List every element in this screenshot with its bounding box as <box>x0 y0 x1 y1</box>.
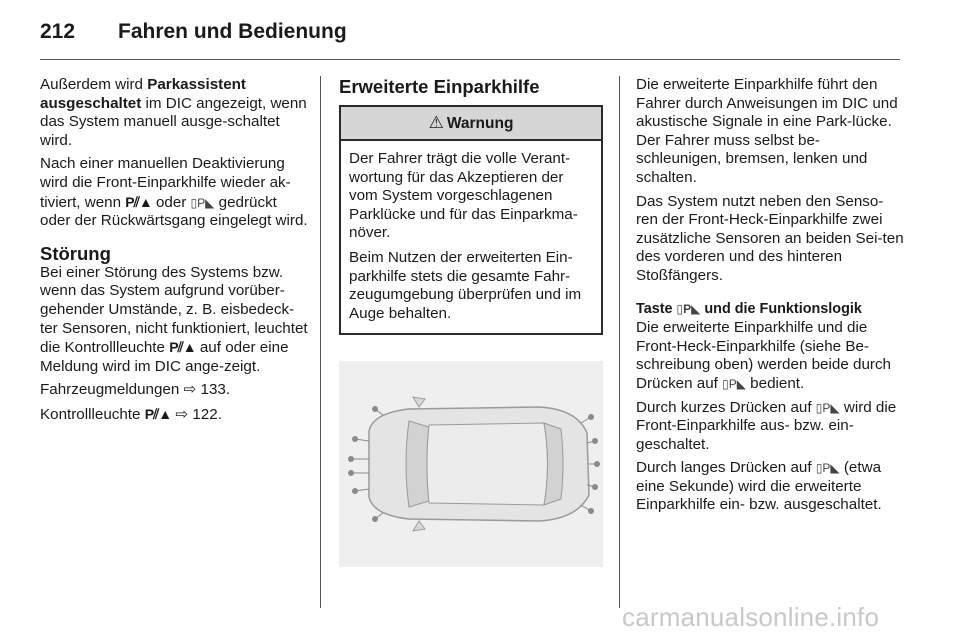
watermark: carmanualsonline.info <box>622 602 880 632</box>
reference-control-lamp: Kontrollleuchte P⫽▲ ⇨ 122. <box>40 405 222 423</box>
car-sensor-illustration <box>339 361 603 567</box>
park-assist-button-icon: ▯P◣ <box>722 376 746 391</box>
warning-paragraph: Der Fahrer trägt die volle Verant-wortung für das Akzeptieren der vom System vorgeschlagenen Parklücke und für das Einparkma-növer. <box>349 150 578 242</box>
paragraph-sensors: Das System nutzt neben den Senso-ren der Front-Heck-Einparkhilfe zwei zusätzliche Sensoren an beiden Sei-ten des vorderen und des hinteren Stoßfängers. <box>636 192 904 284</box>
warning-triangle-icon: ⚠ <box>428 113 444 132</box>
paragraph-short-press: Durch kurzes Drücken auf ▯P◣ wird die Front-Einparkhilfe aus- bzw. ein-geschaltet. <box>636 398 897 453</box>
warning-header <box>341 107 601 141</box>
warning-title: Warnung <box>446 115 514 132</box>
page-number: 212 <box>40 20 76 43</box>
park-assist-button-icon: ▯P◣ <box>815 461 840 476</box>
park-assist-button-icon: ▯P◣ <box>190 195 215 210</box>
reference-arrow-icon: ⇨ <box>175 405 189 423</box>
park-assist-lamp-icon: P⫽▲ <box>144 405 172 422</box>
page-header <box>40 14 920 56</box>
paragraph-deactivated-message: Außerdem wird Parkassistent ausgeschaltet im DIC angezeigt, wenn das System manuell ausge-schaltet wird. <box>40 76 307 149</box>
page-reference-link[interactable]: 122 <box>192 405 218 423</box>
paragraph-manual-deactivation: Nach einer manuellen Deaktivierung wird die Front-Einparkhilfe wieder ak-tiviert, wenn P⫽▲ oder ▯P◣ gedrückt oder der Rückwärtsgang eingelegt wird. <box>40 155 308 230</box>
column-divider-1 <box>320 76 321 608</box>
column-right <box>636 76 904 520</box>
paragraph-intro: Die erweiterte Einparkhilfe führt den Fahrer durch Anweisungen im DIC und akustische Signale in eine Park-lücke. Der Fahrer muss selbst be-schleunigen, bremsen, lenken und schalten. <box>636 76 898 186</box>
dic-message-text: Parkassistent ausgeschaltet <box>40 76 246 112</box>
paragraph-operation: Die erweiterte Einparkhilfe und die Front-Heck-Einparkhilfe (siehe Be-schreibung oben) werden beide durch Drücken auf ▯P◣ bedient. <box>636 319 891 392</box>
warning-paragraph: Beim Nutzen der erweiterten Ein-parkhilfe stets die gesamte Fahr-zeugumgebung überprüfen und im Auge behalten. <box>349 248 582 322</box>
warning-box <box>339 105 603 335</box>
page-reference-link[interactable]: 133 <box>200 381 226 399</box>
park-assist-button-icon: ▯P◣ <box>815 400 840 415</box>
section-heading-fault: Störung <box>40 242 111 264</box>
column-middle <box>339 76 603 567</box>
paragraph-long-press: Durch langes Drücken auf ▯P◣ (etwa eine Sekunde) wird die erweiterte Einparkhilfe ein- bzw. ausgeschaltet. <box>636 459 882 514</box>
reference-vehicle-messages: Fahrzeugmeldungen ⇨ 133. <box>40 381 231 399</box>
column-left <box>40 76 308 430</box>
car-top-view-icon <box>339 361 603 567</box>
section-heading-advanced-park-assist: Erweiterte Einparkhilfe <box>339 76 540 97</box>
park-assist-lamp-icon: P⫽▲ <box>125 193 152 210</box>
subheading-button-logic: Taste ▯P◣ und die Funktionslogik <box>636 300 862 317</box>
column-divider-2 <box>619 76 620 608</box>
page-title: Fahren und Bedienung <box>118 20 347 43</box>
reference-arrow-icon: ⇨ <box>183 381 197 399</box>
paragraph-fault: Bei einer Störung des Systems bzw. wenn das System aufgrund vorüber-gehender Umstände, z. B. eisbedeck-ter Sensoren, nicht funktioniert, leuchtet die Kontrollleuchte P⫽▲ auf oder eine Meldung wird im DIC ange-zeigt. <box>40 263 308 375</box>
warning-body <box>341 141 601 333</box>
park-assist-button-icon: ▯P◣ <box>676 301 701 316</box>
park-assist-lamp-icon: P⫽▲ <box>169 339 196 356</box>
header-divider <box>40 59 900 60</box>
